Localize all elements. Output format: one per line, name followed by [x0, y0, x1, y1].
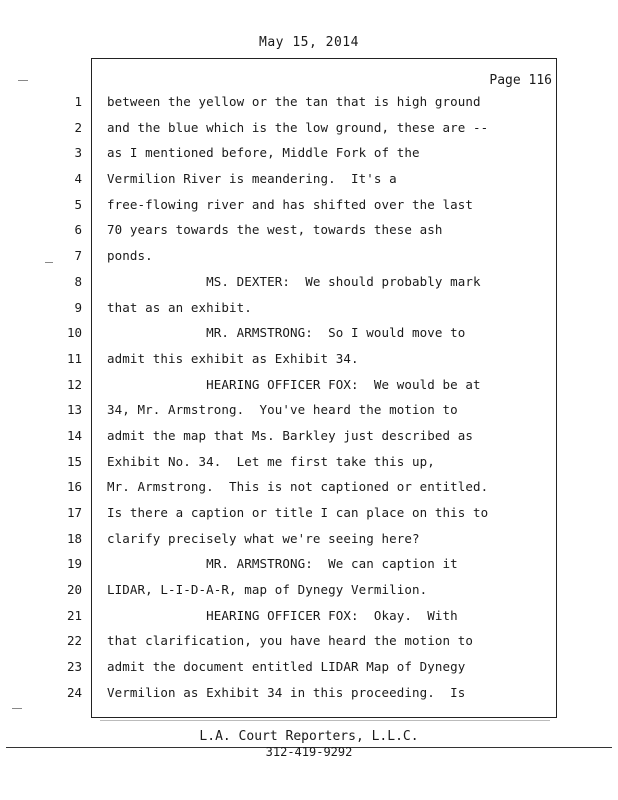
footer-phone: 312-419-9292: [265, 745, 353, 759]
transcript-line: [0, 320, 618, 346]
line-text: HEARING OFFICER FOX: We would be at: [107, 376, 481, 392]
transcript-line: [0, 474, 618, 500]
line-number: 14: [66, 427, 82, 443]
line-text: Exhibit No. 34. Let me first take this up,: [107, 453, 435, 469]
line-text: admit the document entitled LIDAR Map of Dynegy: [107, 659, 466, 675]
line-text: Vermilion as Exhibit 34 in this proceeding. Is: [107, 684, 466, 700]
transcript-line: [0, 140, 618, 166]
line-number: 11: [66, 350, 82, 366]
line-number: 18: [66, 530, 82, 546]
transcript-line: [0, 449, 618, 475]
scan-speck: [12, 708, 22, 709]
line-text: that as an exhibit.: [107, 299, 252, 315]
scan-speck: [45, 262, 53, 263]
transcript-line: [0, 115, 618, 141]
transcript-line: [0, 423, 618, 449]
line-text: ponds.: [107, 248, 153, 264]
line-number: 3: [74, 145, 82, 161]
transcript-line: [0, 243, 618, 269]
line-text: admit this exhibit as Exhibit 34.: [107, 350, 359, 366]
line-text: clarify precisely what we're seeing here?: [107, 530, 420, 546]
line-text: as I mentioned before, Middle Fork of the: [107, 145, 420, 161]
line-text: MS. DEXTER: We should probably mark: [107, 273, 481, 289]
line-number: 20: [66, 582, 82, 598]
line-number: 22: [66, 633, 82, 649]
line-text: HEARING OFFICER FOX: Okay. With: [107, 607, 458, 623]
line-text: and the blue which is the low ground, these are --: [107, 119, 489, 135]
transcript-line: [0, 397, 618, 423]
transcript-line: [0, 603, 618, 629]
scan-speck: [100, 720, 550, 721]
transcript-line: [0, 89, 618, 115]
line-text: that clarification, you have heard the motion to: [107, 633, 474, 649]
line-text: LIDAR, L-I-D-A-R, map of Dynegy Vermilion.: [107, 582, 428, 598]
line-number: 21: [66, 607, 82, 623]
transcript-line: [0, 217, 618, 243]
transcript-line: [0, 372, 618, 398]
header-date: May 15, 2014: [259, 35, 359, 50]
transcript-line: [0, 295, 618, 321]
transcript-line: [0, 628, 618, 654]
line-number: 10: [66, 325, 82, 341]
transcript-line: [0, 166, 618, 192]
line-text: Vermilion River is meandering. It's a: [107, 171, 397, 187]
transcript-lines: [0, 89, 618, 706]
scan-speck: [18, 80, 28, 81]
line-number: 5: [74, 196, 82, 212]
page-number: Page 116: [489, 73, 552, 88]
line-number: 1: [74, 94, 82, 109]
line-number: 13: [66, 402, 82, 418]
transcript-line: [0, 654, 618, 680]
line-text: admit the map that Ms. Barkley just described as: [107, 427, 474, 443]
line-text: Is there a caption or title I can place on this to: [107, 505, 489, 520]
line-number: 8: [74, 273, 82, 289]
line-text: MR. ARMSTRONG: We can caption it: [107, 556, 458, 572]
line-text: 34, Mr. Armstrong. You've heard the motion to: [107, 402, 458, 418]
line-text: Mr. Armstrong. This is not captioned or entitled.: [107, 479, 489, 495]
line-number: 19: [66, 556, 82, 572]
transcript-line: [0, 551, 618, 577]
line-number: 4: [74, 171, 82, 187]
line-number: 17: [66, 505, 82, 520]
transcript-line: [0, 346, 618, 372]
line-number: 15: [66, 453, 82, 469]
transcript-line: [0, 526, 618, 552]
line-text: free-flowing river and has shifted over the last: [107, 196, 474, 212]
line-text: 70 years towards the west, towards these ash: [107, 222, 443, 238]
line-number: 6: [74, 222, 82, 238]
line-number: 9: [74, 299, 82, 315]
line-number: 23: [66, 659, 82, 675]
line-number: 12: [66, 376, 82, 392]
line-text: MR. ARMSTRONG: So I would move to: [107, 325, 466, 341]
line-number: 16: [66, 479, 82, 495]
line-text: between the yellow or the tan that is high ground: [107, 94, 481, 109]
transcript-line: [0, 269, 618, 295]
transcript-line: [0, 500, 618, 526]
transcript-line: [0, 680, 618, 706]
footer-company: L.A. Court Reporters, L.L.C.: [199, 729, 419, 744]
line-number: 7: [74, 248, 82, 264]
line-number: 2: [74, 119, 82, 135]
transcript-line: [0, 577, 618, 603]
line-number: 24: [66, 684, 82, 700]
transcript-line: [0, 192, 618, 218]
